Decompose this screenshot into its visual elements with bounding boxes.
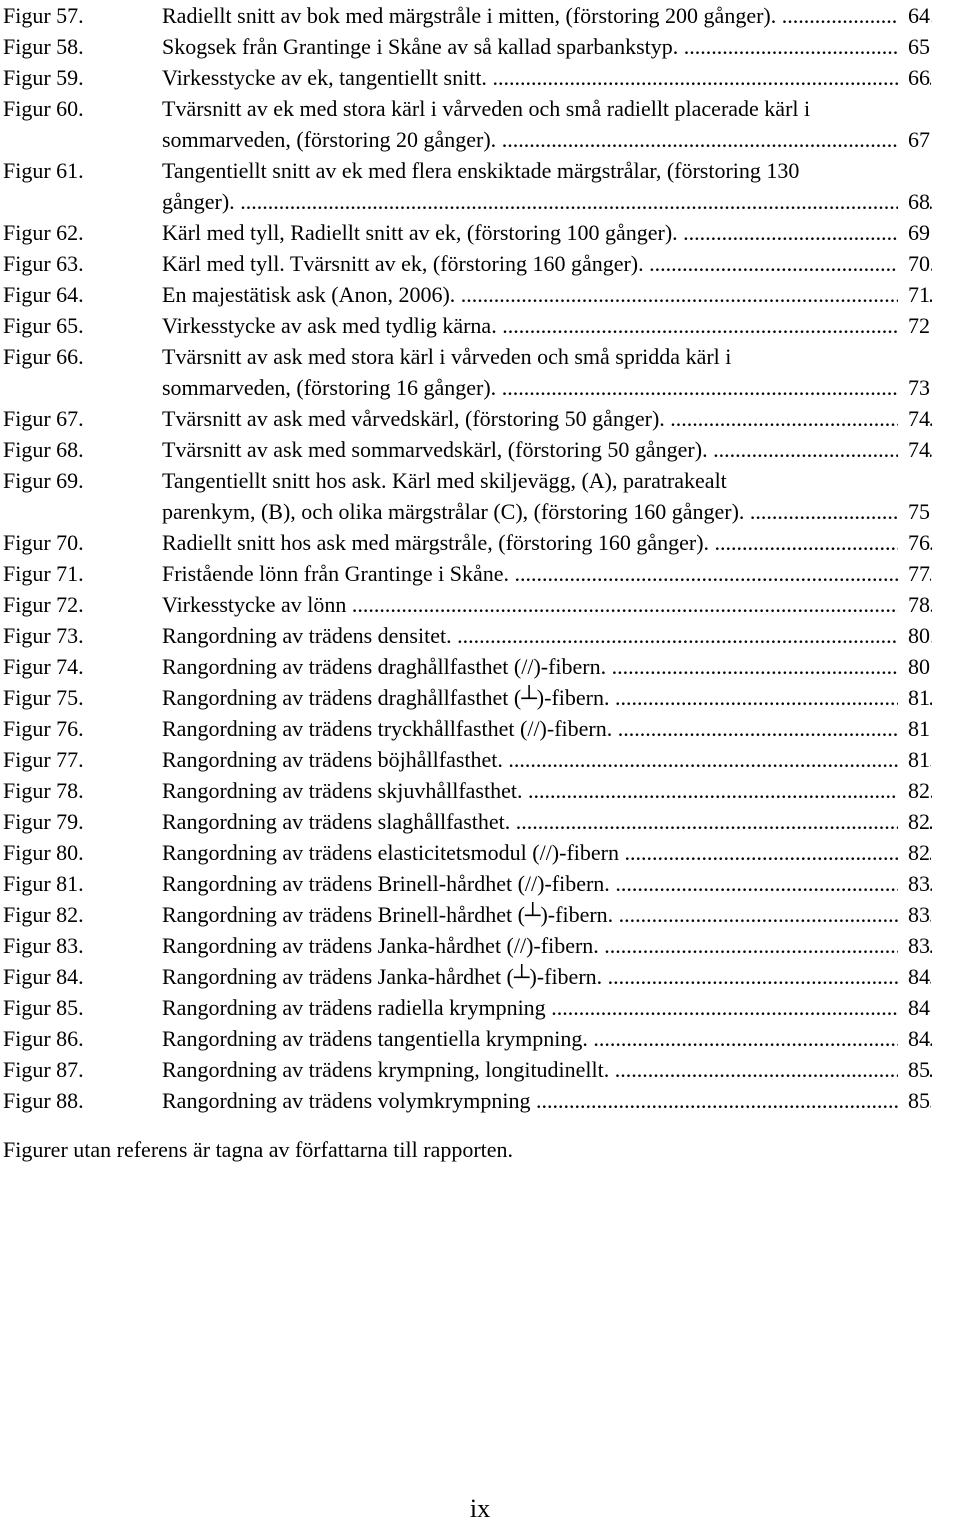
page-reference: 82 bbox=[898, 837, 930, 868]
toc-entry[interactable] bbox=[0, 744, 960, 775]
figure-number: Figur 79. bbox=[3, 809, 84, 834]
page-reference: 77 bbox=[898, 558, 930, 589]
figure-number: Figur 57. bbox=[3, 3, 84, 28]
toc-entry[interactable] bbox=[0, 992, 960, 1023]
figure-number: Figur 85. bbox=[3, 995, 84, 1020]
figure-number: Figur 64. bbox=[3, 282, 84, 307]
figure-caption: Virkesstycke av lönn ..... bbox=[162, 589, 932, 620]
page-reference: 70 bbox=[898, 248, 930, 279]
figure-number: Figur 88. bbox=[3, 1088, 84, 1113]
page-reference: 83 bbox=[898, 930, 930, 961]
toc-entry[interactable] bbox=[0, 651, 960, 682]
figure-caption: Rangordning av trädens skjuvhållfasthet. ..... bbox=[162, 775, 932, 806]
figure-number: Figur 67. bbox=[3, 406, 84, 431]
figure-number: Figur 78. bbox=[3, 778, 84, 803]
figure-number: Figur 60. bbox=[3, 96, 84, 121]
page-reference: 83 bbox=[898, 868, 930, 899]
figure-number: Figur 72. bbox=[3, 592, 84, 617]
figure-caption: Fristående lönn från Grantinge i Skåne. ..... bbox=[162, 558, 932, 589]
figure-caption: Tangentiellt snitt hos ask. Kärl med skiljevägg, (A), paratrakealt bbox=[162, 468, 727, 493]
page-reference: 73 bbox=[898, 372, 930, 403]
toc-entry[interactable] bbox=[0, 310, 960, 341]
toc-entry[interactable] bbox=[0, 1054, 960, 1085]
figure-caption: Rangordning av trädens radiella krympning ..... bbox=[162, 992, 932, 1023]
figure-number: Figur 69. bbox=[3, 468, 84, 493]
figure-caption: sommarveden, (förstoring 20 gånger). ..... bbox=[162, 124, 932, 155]
page-reference: 81 bbox=[898, 713, 930, 744]
page-reference: 74 bbox=[898, 434, 930, 465]
figure-number: Figur 59. bbox=[3, 65, 84, 90]
toc-entry[interactable] bbox=[0, 775, 960, 806]
figure-caption: sommarveden, (förstoring 16 gånger). ..... bbox=[162, 372, 932, 403]
figure-caption: Rangordning av trädens krympning, longitudinellt. ..... bbox=[162, 1054, 932, 1085]
toc-entry[interactable] bbox=[0, 930, 960, 961]
figure-caption: Rangordning av trädens tangentiella krympning. ..... bbox=[162, 1023, 932, 1054]
page-reference: 84 bbox=[898, 961, 930, 992]
toc-entry[interactable] bbox=[0, 403, 960, 434]
toc-entry[interactable] bbox=[0, 868, 960, 899]
figure-caption: Virkesstycke av ek, tangentiellt snitt. ..... bbox=[162, 62, 932, 93]
figure-number: Figur 80. bbox=[3, 840, 84, 865]
toc-entry[interactable] bbox=[0, 248, 960, 279]
toc-entry[interactable] bbox=[0, 279, 960, 310]
toc-entry[interactable] bbox=[0, 155, 960, 217]
toc-entry[interactable] bbox=[0, 806, 960, 837]
figure-number: Figur 70. bbox=[3, 530, 84, 555]
page-reference: 75 bbox=[898, 496, 930, 527]
page-reference: 65 bbox=[898, 31, 930, 62]
figure-number: Figur 76. bbox=[3, 716, 84, 741]
figure-number: Figur 71. bbox=[3, 561, 84, 586]
figure-number: Figur 63. bbox=[3, 251, 84, 276]
page-reference: 81 bbox=[898, 744, 930, 775]
toc-entry[interactable] bbox=[0, 899, 960, 930]
figure-number: Figur 75. bbox=[3, 685, 84, 710]
figure-caption: Rangordning av trädens draghållfasthet (//)-fibern. ..... bbox=[162, 651, 932, 682]
toc-entry[interactable] bbox=[0, 961, 960, 992]
figure-caption: Rangordning av trädens slaghållfasthet. ..... bbox=[162, 806, 932, 837]
figure-caption: Rangordning av trädens tryckhållfasthet (//)-fibern. ..... bbox=[162, 713, 932, 744]
figure-caption: Rangordning av trädens Brinell-hårdhet (//)-fibern. ..... bbox=[162, 868, 932, 899]
toc-entry[interactable] bbox=[0, 713, 960, 744]
toc-entry[interactable] bbox=[0, 527, 960, 558]
figure-number: Figur 73. bbox=[3, 623, 84, 648]
figure-caption: En majestätisk ask (Anon, 2006). ..... bbox=[162, 279, 932, 310]
figure-caption: Rangordning av trädens Janka-hårdhet (┴)-fibern. ..... bbox=[162, 961, 932, 992]
toc-entry[interactable] bbox=[0, 1085, 960, 1116]
figure-number: Figur 66. bbox=[3, 344, 84, 369]
toc-entry[interactable] bbox=[0, 0, 960, 31]
figure-source-note: Figurer utan referens är tagna av författarna till rapporten. bbox=[3, 1137, 514, 1162]
page-reference: 72 bbox=[898, 310, 930, 341]
figure-number: Figur 84. bbox=[3, 964, 84, 989]
figure-caption: Rangordning av trädens densitet. ..... bbox=[162, 620, 932, 651]
figure-number: Figur 58. bbox=[3, 34, 84, 59]
page-reference: 84 bbox=[898, 992, 930, 1023]
figure-number: Figur 87. bbox=[3, 1057, 84, 1082]
figure-caption: Tvärsnitt av ek med stora kärl i vårveden och små radiellt placerade kärl i bbox=[162, 96, 811, 121]
figure-caption: Rangordning av trädens böjhållfasthet. ..... bbox=[162, 744, 932, 775]
page-reference: 81 bbox=[898, 682, 930, 713]
figure-caption: Tvärsnitt av ask med vårvedskärl, (förstoring 50 gånger). ..... bbox=[162, 403, 932, 434]
figure-number: Figur 65. bbox=[3, 313, 84, 338]
figure-number: Figur 62. bbox=[3, 220, 84, 245]
page-reference: 74 bbox=[898, 403, 930, 434]
figure-caption: Rangordning av trädens Janka-hårdhet (//)-fibern. ..... bbox=[162, 930, 932, 961]
figure-caption: Rangordning av trädens Brinell-hårdhet (┴)-fibern. ..... bbox=[162, 899, 932, 930]
toc-entry[interactable] bbox=[0, 62, 960, 93]
figure-caption: Skogsek från Grantinge i Skåne av så kallad sparbankstyp. ..... bbox=[162, 31, 932, 62]
toc-entry[interactable] bbox=[0, 589, 960, 620]
figure-number: Figur 61. bbox=[3, 158, 84, 183]
figure-caption: Radiellt snitt av bok med märgstråle i mitten, (förstoring 200 gånger). ..... bbox=[162, 0, 932, 31]
page-reference: 71 bbox=[898, 279, 930, 310]
page-number: ix bbox=[469, 1494, 491, 1523]
page-reference: 84 bbox=[898, 1023, 930, 1054]
figure-number: Figur 68. bbox=[3, 437, 84, 462]
page-reference: 69 bbox=[898, 217, 930, 248]
page-reference: 78 bbox=[898, 589, 930, 620]
page-reference: 82 bbox=[898, 806, 930, 837]
figure-caption: gånger). ..... bbox=[162, 186, 932, 217]
toc-entry[interactable] bbox=[0, 93, 960, 155]
page-reference: 80 bbox=[898, 651, 930, 682]
page-reference: 64 bbox=[898, 0, 930, 31]
figure-number: Figur 74. bbox=[3, 654, 84, 679]
page-reference: 68 bbox=[898, 186, 930, 217]
toc-entry[interactable] bbox=[0, 341, 960, 403]
page-reference: 67 bbox=[898, 124, 930, 155]
figure-caption: Tvärsnitt av ask med stora kärl i vårveden och små spridda kärl i bbox=[162, 344, 732, 369]
toc-entry[interactable] bbox=[0, 465, 960, 527]
page-reference: 80 bbox=[898, 620, 930, 651]
page-reference: 82 bbox=[898, 775, 930, 806]
figure-number: Figur 83. bbox=[3, 933, 84, 958]
toc-entry[interactable] bbox=[0, 837, 960, 868]
figure-caption: Rangordning av trädens volymkrympning ..... bbox=[162, 1085, 932, 1116]
figure-caption: Tvärsnitt av ask med sommarvedskärl, (förstoring 50 gånger). ..... bbox=[162, 434, 932, 465]
page-reference: 85 bbox=[898, 1085, 930, 1116]
page-reference: 66 bbox=[898, 62, 930, 93]
toc-entry[interactable] bbox=[0, 558, 960, 589]
figure-number: Figur 86. bbox=[3, 1026, 84, 1051]
page-reference: 83 bbox=[898, 899, 930, 930]
figure-number: Figur 81. bbox=[3, 871, 84, 896]
toc-entry[interactable] bbox=[0, 217, 960, 248]
figure-caption: Kärl med tyll. Tvärsnitt av ek, (förstoring 160 gånger). ..... bbox=[162, 248, 932, 279]
toc-entry[interactable] bbox=[0, 31, 960, 62]
figure-caption: Virkesstycke av ask med tydlig kärna. ..... bbox=[162, 310, 932, 341]
page-reference: 85 bbox=[898, 1054, 930, 1085]
page-reference: 76 bbox=[898, 527, 930, 558]
figure-number: Figur 82. bbox=[3, 902, 84, 927]
figure-caption: Kärl med tyll, Radiellt snitt av ek, (förstoring 100 gånger). ..... bbox=[162, 217, 932, 248]
toc-entry[interactable] bbox=[0, 682, 960, 713]
figure-caption: Rangordning av trädens draghållfasthet (┴)-fibern. ..... bbox=[162, 682, 932, 713]
toc-entry[interactable] bbox=[0, 1023, 960, 1054]
figure-caption: Rangordning av trädens elasticitetsmodul (//)-fibern ..... bbox=[162, 837, 932, 868]
figure-caption: parenkym, (B), och olika märgstrålar (C), (förstoring 160 gånger). ..... bbox=[162, 496, 932, 527]
figure-caption: Radiellt snitt hos ask med märgstråle, (förstoring 160 gånger). ..... bbox=[162, 527, 932, 558]
figure-number: Figur 77. bbox=[3, 747, 84, 772]
toc-entry[interactable] bbox=[0, 620, 960, 651]
figure-caption: Tangentiellt snitt av ek med flera enskiktade märgstrålar, (förstoring 130 bbox=[162, 158, 800, 183]
toc-entry[interactable] bbox=[0, 434, 960, 465]
